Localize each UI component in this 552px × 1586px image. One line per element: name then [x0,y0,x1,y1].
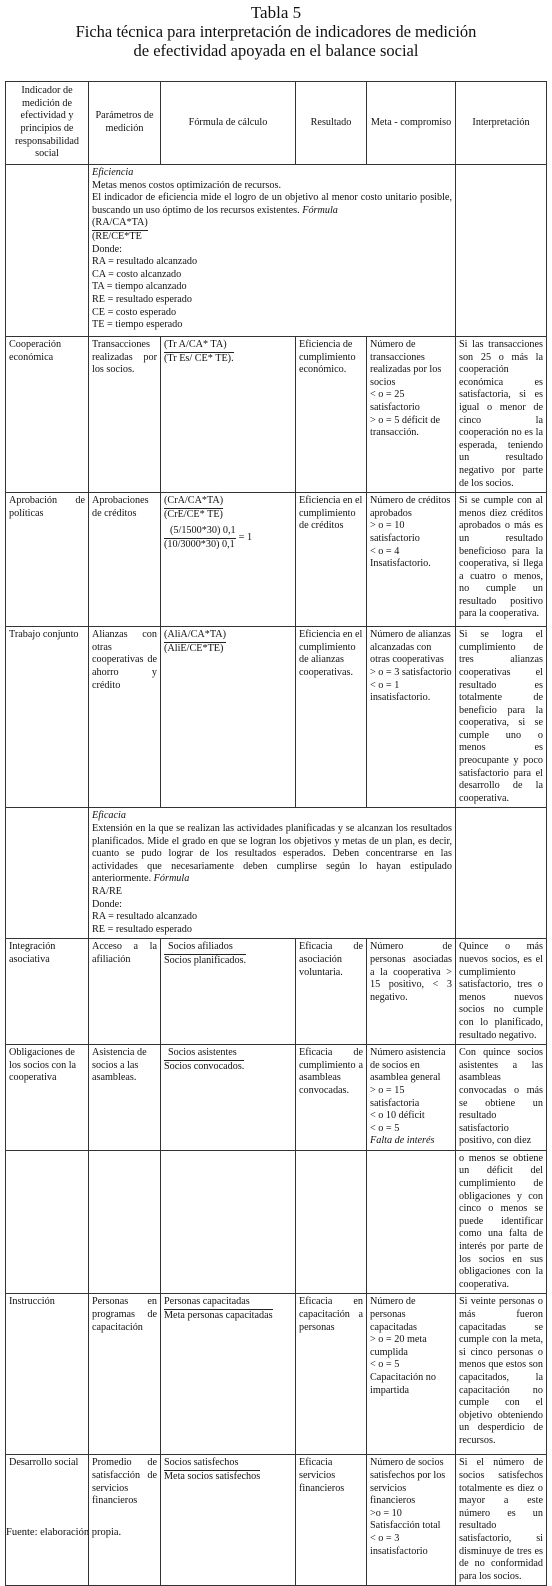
parametros-cell: Alianzas con otras cooperativas de ahorro y crédito [89,627,161,808]
header-interpretacion: Interpretación [456,82,547,165]
eficiencia-line-2 [92,192,452,217]
formula-denominator: Socios convocados. [164,1060,245,1072]
table-row [6,939,547,1045]
eficacia-formula: RA/RE [92,886,123,897]
eficiencia-label: Eficiencia [92,167,134,178]
formula-denominator: Socios planificados. [164,954,247,966]
indicador-cell: Integración asociativa [6,939,89,1045]
formula-denominator: (AliE/CE*TE) [164,642,226,656]
formula-numerator: Personas capacitadas [164,1296,250,1308]
indicador-cell: Instrucción [6,1294,89,1455]
meta-line: < o 10 déficit [370,1110,425,1122]
empty-cell [6,165,89,337]
definition-ce: CE = costo esperado [92,306,177,318]
formula-fraction [164,1047,244,1073]
resultado-cell: Eficiencia en el cumplimiento de alianzas cooperativas. [296,627,367,808]
table-row [6,1455,547,1586]
empty-cell [296,1150,367,1294]
resultado-cell: Eficacia servicios financieros [296,1455,367,1586]
formula-cell [161,627,296,808]
meta-line: > o = 20 meta cumplida [370,1334,427,1358]
meta-cell [367,1294,456,1455]
eficiencia-definition [89,165,456,337]
formula-numerator: (AliA/CA*TA) [164,629,226,641]
empty-cell [161,1150,296,1294]
header-meta: Meta - compromiso [367,82,456,165]
formula-cell [161,493,296,627]
source-note: Fuente: elaboración propia. [6,1527,122,1538]
resultado-cell: Eficiencia de cumplimiento económico. [296,337,367,493]
formula-word: Fórmula [302,204,338,216]
header-row [6,82,547,165]
formula-numerator: (RA/CA*TA) [92,217,148,229]
interpretacion-cell: Si el número de socios satisfechos totalmente es diez o mayor a este número es un resultado satisfactorio, si disminuye de tres es de no conformidad para los socios. [456,1455,547,1586]
meta-line: Falta de interés [370,1135,435,1147]
formula-word: Fórmula [153,873,190,885]
header-formula: Fórmula de cálculo [161,82,296,165]
parametros-cell: Aprobaciones de créditos [89,493,161,627]
meta-line: < o = 1 insatisfactorio. [370,679,431,704]
meta-line: > o = 15 satisfactoria [370,1084,420,1109]
meta-cell: Número de personas asociadas a la cooperativa > 15 positivo, < 3 negativo. [367,939,456,1045]
interpretacion-cell: Si veinte personas o más fueron capacitadas se cumple con la meta, si cinco personas o menos que estos son capacitados, la capacitación no cumple con el objetivo obteniendo un desperdicio de recursos. [456,1294,547,1455]
table-row [6,1045,547,1151]
meta-line: Número de socios satisfechos por los servicios financieros [370,1457,446,1507]
formula-cell [161,939,296,1045]
meta-line: < o = 4 Insatisfactorio. [370,545,431,570]
eficacia-section-row [6,808,547,939]
formula-denominator: Meta personas capacitadas [164,1310,273,1321]
formula-numerator: (CrA/CA*TA) [164,495,224,507]
formula-numerator: Socios afiliados [168,941,233,953]
interpretacion-cell: Quince o más nuevos socios, es el cumplimiento satisfactorio, tres o menos nuevos socios no cumple con lo planificado, resultado negativo. [456,939,547,1045]
definition-ca: CA = costo alcanzado [92,268,182,280]
eficiencia-section-row [6,165,547,337]
indicador-cell: Cooperación económica [6,337,89,493]
donde-label: Donde: [92,243,122,255]
interpretacion-cell: Si se cumple con al menos diez créditos aprobados o más es un resultado beneficioso para la cooperativa, si llega a cuatro o menos, no cumple un resultado positivo para la cooperativa. [456,493,547,627]
formula-cell [161,1294,296,1455]
meta-line: Número de transacciones realizadas por los socios [370,339,442,388]
indicador-cell: Aprobación de políticas [6,493,89,627]
table-row [6,337,547,493]
formula-denominator: (Tr Es/ CE* TE). [164,352,234,364]
formula-fraction [164,1296,273,1322]
header-indicador: Indicador de medición de efectividad y principios de responsabilidad social [6,82,89,165]
meta-line: > o = 5 déficit de transacción. [370,414,441,439]
formula-numerator: Socios satisfechos [164,1457,239,1469]
resultado-cell: Eficacia de cumplimiento a asambleas convocadas. [296,1045,367,1151]
formula-numerator: Socios asistentes [168,1047,237,1059]
indicador-cell: Obligaciones de los socios con la cooperativa [6,1045,89,1151]
header-resultado: Resultado [296,82,367,165]
meta-line: < o = 5 [370,1122,400,1134]
parametros-cell: Transacciones realizadas por los socios. [89,337,161,493]
formula-denominator: Meta socios satisfechos [164,1471,261,1482]
formula-numerator: (Tr A/CA* TA) [164,339,227,350]
meta-cell [367,493,456,627]
resultado-cell: Eficacia en capacitación a personas [296,1294,367,1455]
formula-cell [161,1455,296,1586]
empty-cell [456,808,547,939]
meta-line: < o = 3 insatisfactorio [370,1532,428,1557]
eficiencia-line-1: Metas menos costos optimización de recursos. [92,179,281,191]
interpretacion-cell: Si se logra el cumplimiento de tres alianzas cooperativas el resultado es totalmente de beneficio para la cooperativa, si se cumple uno o menos es preocupante y poco satisfactorio para el desarrollo de la cooperativa. [456,627,547,808]
parametros-cell: Acceso a la afiliación [89,939,161,1045]
definition-re: RE = resultado esperado [92,293,192,305]
eficiencia-formula [92,217,148,243]
interpretacion-cell: Con quince socios asistentes a las asambleas convocadas o más se obtiene un resultado satisfactorio positivo, con diez [456,1045,547,1151]
eficiencia-description: El indicador de eficiencia mide el logro de un objetivo al menor costo unitario posible, buscando un uso óptimo de los recursos existentes. [92,192,452,216]
table-row [6,493,547,627]
formula-example-fraction [164,525,236,551]
formula-example-denominator: (10/3000*30) 0,1 [164,538,235,550]
empty-cell [367,1150,456,1294]
meta-cell [367,337,456,493]
eficacia-description: Extensión en la que se realizan las actividades planificadas y se alcanzan los resultados planificados. Mide el grado en que se logran los objetivos y metas de un plan, es decir, cuanto se pudo lograr de los resultados esperados. Deben concentrarse en las actividades que necesariamente deben cumplirse según lo hayan estipulado anteriormente. [92,823,452,885]
meta-line: > o = 10 satisfactorio [370,520,420,544]
parametros-cell: Asistencia de socios a las asambleas. [89,1045,161,1151]
header-parametros: Parámetros de medición [89,82,161,165]
meta-line: Número de alianzas alcanzadas con otras cooperativas > o = 3 satisfactorio [370,629,452,678]
formula-example-result: = 1 [238,532,253,544]
formula-fraction [164,629,226,655]
definition-te: TE = tiempo esperado [92,319,183,331]
empty-cell [456,165,547,337]
formula-fraction [164,1457,260,1483]
empty-cell [6,808,89,939]
formula-cell [161,1045,296,1151]
indicador-cell: Trabajo conjunto [6,627,89,808]
interpretacion-cell: o menos se obtiene un déficit del cumplimiento de obligaciones y con cinco o menos se puede identificar como una falta de interés por parte de los socios en sus obligaciones con la cooperativa. [456,1150,547,1294]
meta-line: Número de personas capacitadas [370,1296,417,1333]
indicador-cell: Desarrollo social [6,1455,89,1586]
table-title-line-1: Ficha técnica para interpretación de indicadores de medición [75,22,477,41]
meta-line: Número asistencia de socios en asamblea general [370,1047,446,1084]
definition-ra: RA = resultado alcanzado [92,911,198,923]
meta-line: Número de créditos aprobados [370,495,451,519]
formula-denominator: (CrE/CE* TE) [164,508,223,520]
eficacia-definition [89,808,456,939]
formula-cell [161,337,296,493]
table-row [6,627,547,808]
parametros-cell: Promedio de satisfacción de servicios financieros [89,1455,161,1586]
formula-fraction [164,941,246,967]
definition-ra: RA = resultado alcanzado [92,256,198,268]
meta-cell [367,1045,456,1151]
formula-fraction [164,495,223,521]
empty-cell [89,1150,161,1294]
resultado-cell: Eficacia de asociación voluntaria. [296,939,367,1045]
meta-cell [367,1455,456,1586]
meta-line: >o = 10 Satisfacción total [370,1507,441,1532]
table-row-continuation [6,1150,547,1294]
formula-example-numerator: (5/1500*30) 0,1 [170,525,236,537]
formula-denominator: (RE/CE*TE [92,230,148,244]
empty-cell [6,1150,89,1294]
parametros-cell: Personas en programas de capacitación [89,1294,161,1455]
formula-fraction [164,339,234,365]
indicator-table [5,81,547,1586]
eficacia-text [92,823,452,886]
definition-ta: TA = tiempo alcanzado [92,281,187,293]
definition-re: RE = resultado esperado [92,923,192,935]
interpretacion-cell: Si las transacciones son 25 o más la cooperación económica es satisfactoria, si es igual o menor de cinco la cooperación no es la esperada, teniendo un resultado negativo por parte de los socios. [456,337,547,493]
resultado-cell: Eficiencia en el cumplimiento de créditos [296,493,367,627]
eficacia-label: Eficacia [92,810,126,822]
table-title-line-2: de efectividad apoyada en el balance social [133,41,419,60]
meta-cell [367,627,456,808]
meta-line: < o = 5 Capacitación no impartida [370,1359,436,1396]
table-number: Tabla 5 [250,3,302,22]
meta-line: < o = 25 satisfactorio [370,389,420,413]
table-row [6,1294,547,1455]
donde-label: Donde: [92,898,122,910]
formula-example [164,525,292,551]
